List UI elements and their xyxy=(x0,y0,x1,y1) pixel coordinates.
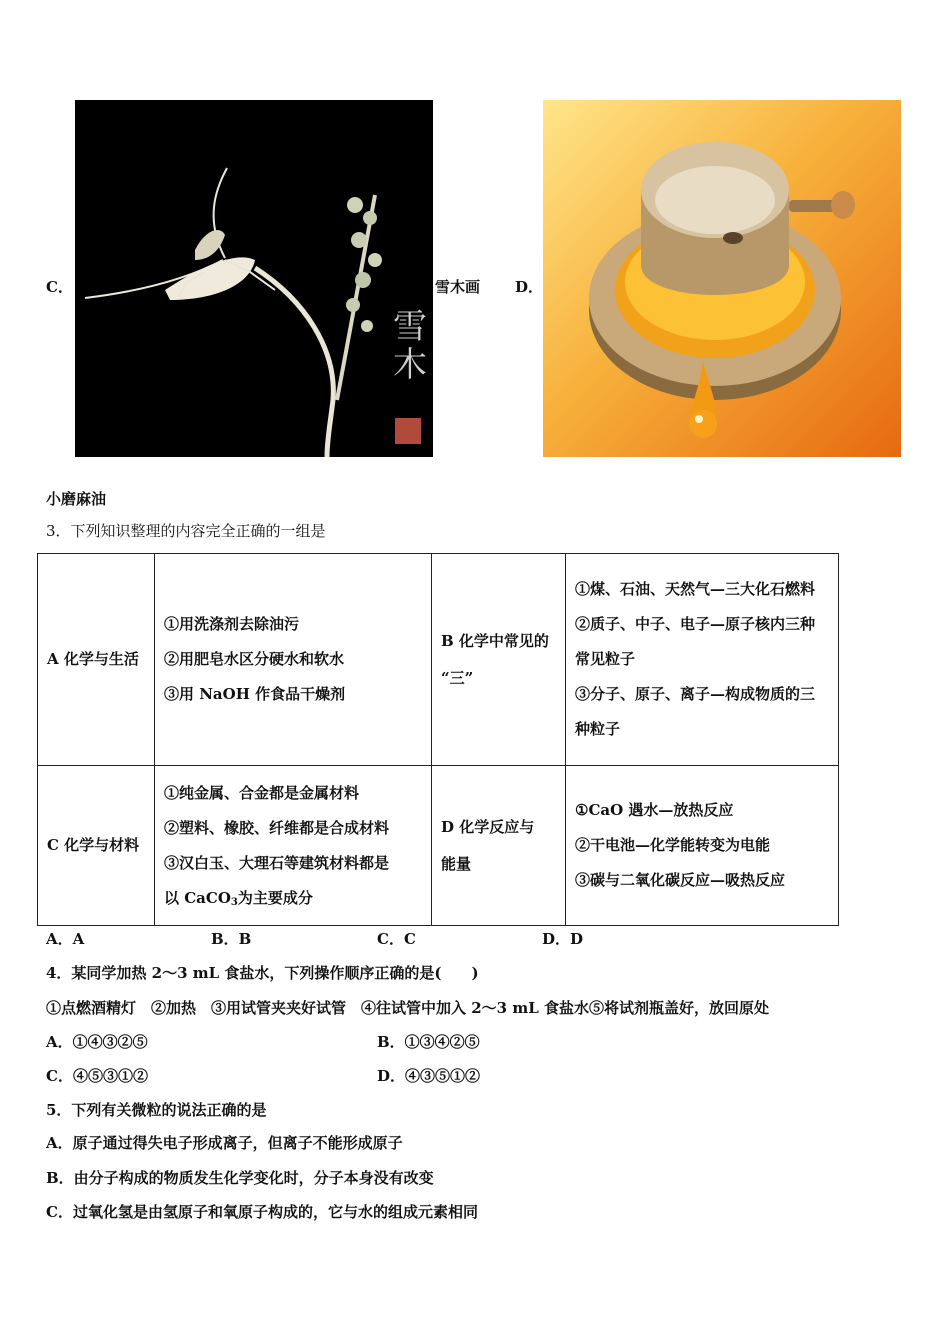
list-item: ③汉白玉、大理石等建筑材料都是 xyxy=(164,853,390,872)
q4-option-b[interactable]: B．①③④②⑤ xyxy=(377,1033,480,1051)
q4-option-c[interactable]: C．④⑤③①② xyxy=(46,1067,148,1085)
list-item: ③碳与二氧化碳反应—吸热反应 xyxy=(575,871,786,889)
list-item: 常见粒子 xyxy=(575,650,636,668)
q4-steps: ①点燃酒精灯 ②加热 ③用试管夹夹好试管 ④往试管中加入 2～3 mL 食盐水⑤将试剂瓶盖好，放回原处 xyxy=(46,999,769,1017)
cell-a-label: A 化学与生活 xyxy=(38,554,155,766)
q5-option-a[interactable]: A．原子通过得失电子形成离子，但离子不能形成原子 xyxy=(46,1134,403,1152)
figure-c-caption: 雪木画 xyxy=(435,278,481,296)
q4-option-d[interactable]: D．④③⑤①② xyxy=(377,1067,481,1085)
list-item: ③用 NaOH 作食品干燥剂 xyxy=(164,685,346,703)
figure-d-caption: 小磨麻油 xyxy=(46,490,107,508)
q3-option-c[interactable]: C．C xyxy=(377,930,416,948)
q5-option-c[interactable]: C．过氧化氢是由氢原子和氧原子构成的，它与水的组成元素相同 xyxy=(46,1203,478,1221)
table-row xyxy=(38,766,839,926)
subscript: 3 xyxy=(230,896,238,908)
cell-c-label: C 化学与材料 xyxy=(38,766,155,926)
stone-mill-illustration xyxy=(543,100,901,457)
cell-c-content xyxy=(155,766,432,926)
list-item: 种粒子 xyxy=(575,720,621,738)
list-item: ①用洗涤剂去除油污 xyxy=(164,615,300,633)
option-c-label: C． xyxy=(46,278,73,296)
cell-b-label-line: B 化学中常见的 xyxy=(441,631,549,650)
stone-mill-sesame-oil-image xyxy=(543,100,901,457)
q5-stem: 5．下列有关微粒的说法正确的是 xyxy=(46,1101,267,1119)
text-segment: 为主要成分 xyxy=(237,888,313,907)
q5-option-b[interactable]: B．由分子构成的物质发生化学变化时，分子本身没有改变 xyxy=(46,1169,434,1187)
red-seal-stamp xyxy=(395,418,421,444)
list-item: ②质子、中子、电子—原子核内三种 xyxy=(575,615,816,633)
list-item: ①纯金属、合金都是金属材料 xyxy=(164,783,360,802)
q3-option-b[interactable]: B．B xyxy=(211,930,252,948)
cell-d-label xyxy=(432,766,566,926)
cell-a-content xyxy=(155,554,432,766)
table-row xyxy=(38,554,839,766)
q3-stem: 3．下列知识整理的内容完全正确的一组是 xyxy=(46,522,326,540)
list-item: ②用肥皂水区分硬水和软水 xyxy=(164,650,345,668)
cell-b-label-line: “三” xyxy=(441,668,474,687)
cell-b-label xyxy=(432,554,566,766)
q4-option-a[interactable]: A．①④③②⑤ xyxy=(46,1033,148,1051)
calligraphy-wood: 木 xyxy=(393,345,427,385)
cell-d-label-line: D 化学反应与 xyxy=(441,817,535,836)
q3-option-d[interactable]: D．D xyxy=(542,930,584,948)
q3-option-a[interactable]: A．A xyxy=(46,930,85,948)
list-item: ②干电池—化学能转变为电能 xyxy=(575,836,771,854)
snow-wood-painting-image xyxy=(75,100,433,457)
q4-stem: 4．某同学加热 2～3 mL 食盐水，下列操作顺序正确的是( ) xyxy=(46,964,479,982)
text-segment: 以 CaCO xyxy=(164,888,231,907)
cell-b-content xyxy=(566,554,839,766)
list-item: ①CaO 遇水—放热反应 xyxy=(575,801,734,819)
calligraphy-snow: 雪 xyxy=(393,307,427,347)
list-item: ③分子、原子、离子—构成物质的三 xyxy=(575,685,816,703)
list-item xyxy=(164,881,422,916)
option-d-label: D． xyxy=(515,278,544,296)
cell-d-label-line: 能量 xyxy=(441,854,472,873)
cell-d-content xyxy=(566,766,839,926)
list-item: ①煤、石油、天然气—三大化石燃料 xyxy=(575,580,816,598)
q3-knowledge-table xyxy=(37,553,839,926)
insect-and-stem-art xyxy=(75,100,433,457)
list-item: ②塑料、橡胶、纤维都是合成材料 xyxy=(164,818,390,837)
